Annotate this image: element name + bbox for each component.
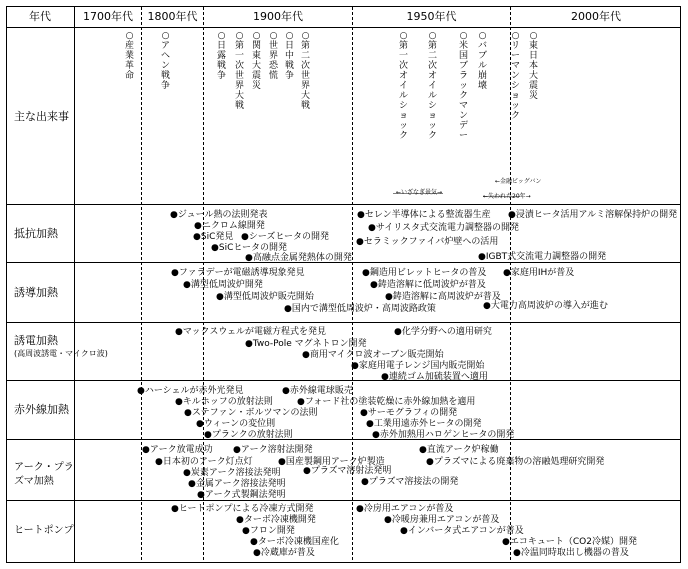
event-bubble-burst: ○バブル崩壊 bbox=[477, 31, 487, 91]
event-ww1: ○第一次世界大戦 bbox=[234, 31, 244, 111]
heat-pump-event: ●ターボ冷凍機国産化 bbox=[250, 537, 339, 547]
row-label-resistance: 抵抗加熱 bbox=[14, 227, 58, 240]
row-label-infrared: 赤外線加熱 bbox=[14, 403, 69, 416]
arc-plasma-event: ●日本初のアーク灯点灯 bbox=[155, 457, 253, 467]
heat-pump-event: ●冷房用エアコンが普及 bbox=[356, 504, 454, 514]
induction-event: ●鋳造溶解に低周波炉が普及 bbox=[370, 280, 486, 290]
row-label-heat-pump: ヒートポンプ bbox=[14, 525, 74, 536]
event-first-oil-shock: ○第一次オイルショック bbox=[398, 31, 408, 141]
era-1950s: 1950年代 bbox=[406, 10, 457, 23]
resistance-event: ●サイリスタ式交流電力調整器の開発 bbox=[368, 223, 520, 233]
induction-event: ●鋳造溶解に高周波炉が普及 bbox=[385, 292, 501, 302]
arc-plasma-event: ●アーク放電成功 bbox=[142, 445, 213, 455]
row-label-induction: 誘導加熱 bbox=[14, 286, 58, 299]
resistance-event: ●ニクロム線開発 bbox=[194, 221, 265, 231]
header-corner: 年代 bbox=[29, 10, 51, 23]
event-great-east-japan-earthquake: ○東日本大震災 bbox=[528, 31, 538, 101]
dielectric-event: ●連続ゴム加硫装置へ適用 bbox=[381, 372, 488, 382]
arc-plasma-event: ●炭素アーク溶接法発明 bbox=[183, 468, 281, 478]
arc-plasma-event: ●国産製鋼用アーク炉製造 bbox=[278, 457, 385, 467]
event-russo-japanese-war: ○日露戦争 bbox=[216, 31, 226, 81]
infrared-event: ●プランクの放射法則 bbox=[204, 430, 293, 440]
dielectric-event: ●化学分野への適用研究 bbox=[394, 327, 492, 337]
arc-plasma-event: ●プラズマ溶接法の開発 bbox=[361, 477, 459, 487]
event-kanto-earthquake: ○関東大震災 bbox=[251, 31, 261, 91]
infrared-event: ●ステファン・ボルツマンの法則 bbox=[184, 408, 318, 418]
induction-event: ●家庭用IHが普及 bbox=[503, 268, 575, 278]
heat-pump-event: ●冷温同時取出し機器の普及 bbox=[513, 548, 629, 558]
dielectric-event: ●商用マイクロ波オーブン販売開始 bbox=[302, 350, 444, 360]
arc-plasma-event: ●プラズマによる廃棄物の溶融処理研究開発 bbox=[426, 457, 605, 467]
dielectric-event: ●家庭用電子レンジ国内販売開始 bbox=[351, 361, 485, 371]
arc-plasma-event: ●直流アーク炉稼働 bbox=[419, 445, 499, 455]
event-industrial-revolution: ○産業革命 bbox=[124, 31, 134, 81]
era-1900s: 1900年代 bbox=[253, 10, 303, 23]
induction-event: ●溝型低周波炉開発 bbox=[183, 280, 263, 290]
induction-event: ●大電力高周波炉の導入が進む bbox=[483, 301, 608, 311]
resistance-event: ●セラミックファイバ炉壁への活用 bbox=[356, 237, 499, 247]
resistance-event: ●シーズヒータの開発 bbox=[241, 232, 330, 242]
event-sino-japanese-war: ○日中戦争 bbox=[284, 31, 294, 81]
event-ww2: ○第二次世界大戦 bbox=[300, 31, 310, 111]
heat-pump-event: ●冷蔵庫が普及 bbox=[253, 548, 315, 558]
heat-pump-event: ●エコキュート（CO2冷媒）開発 bbox=[502, 537, 637, 547]
row-label-dielectric-sub: (高周波誘電・マイクロ波) bbox=[14, 349, 108, 358]
infrared-event: ●ウィーンの変位則 bbox=[196, 419, 276, 429]
infrared-event: ●工業用遠赤外ヒータの開発 bbox=[366, 419, 482, 429]
induction-event: ●鋼造用ビレットヒータの普及 bbox=[362, 268, 487, 278]
era-1800s: 1800年代 bbox=[147, 10, 198, 23]
row-label-arc-plasma: アーク・プラズマ加熱 bbox=[14, 462, 74, 487]
heat-pump-event: ●ターボ冷凍機開発 bbox=[236, 515, 316, 525]
induction-event: ●ファラデーが電磁誘導現象発見 bbox=[171, 268, 305, 278]
dielectric-event: ●マックスウェルが電磁方程式を発見 bbox=[175, 327, 327, 337]
note-izanagi: ←いざなぎ景気→ bbox=[396, 189, 443, 196]
infrared-event: ●ハーシェルが赤外光発見 bbox=[137, 386, 244, 396]
row-label-dielectric-main: 誘電加熱 bbox=[14, 334, 58, 347]
resistance-event: ●高融点金属発熱体の開発 bbox=[245, 253, 352, 263]
heat-pump-event: ●ヒートポンプによる冷凍方式開発 bbox=[171, 504, 314, 514]
event-second-oil-shock: ○第二次オイルショック bbox=[427, 31, 437, 141]
dielectric-event: ●Two-Pole マグネトロン開発 bbox=[245, 339, 367, 349]
induction-event: ●国内で溝型低周波炉・高周波路政策 bbox=[284, 304, 436, 314]
event-lehman-shock: ○リーマンショック bbox=[510, 31, 520, 121]
note-lost-20-years: ←失われた20年→ bbox=[483, 193, 531, 200]
arc-plasma-event: ●アーク式製鋼法発明 bbox=[197, 490, 286, 500]
resistance-event: ●IGBT式交流電力調整器の開発 bbox=[478, 252, 607, 262]
event-black-monday: ○米国ブラックマンデー bbox=[458, 31, 468, 141]
resistance-event: ●浸漬ヒータ活用アルミ溶解保持炉の開発 bbox=[508, 210, 678, 220]
resistance-event: ●SiCヒータの開発 bbox=[211, 243, 287, 253]
resistance-event: ●SiC発見 bbox=[193, 232, 234, 242]
era-2000s: 2000年代 bbox=[571, 10, 621, 23]
event-great-depression: ○世界恐慌 bbox=[268, 31, 278, 81]
infrared-event: ●フォード社の塗装乾燥に赤外線加熱を適用 bbox=[297, 397, 476, 407]
infrared-event: ●キルホッフの放射法則 bbox=[175, 397, 273, 407]
arc-plasma-event: ●アーク溶射法開発 bbox=[233, 445, 313, 455]
era-1700s: 1700年代 bbox=[83, 10, 133, 23]
row-label-major-events: 主な出来事 bbox=[14, 110, 69, 123]
induction-event: ●溝型低周波炉販売開始 bbox=[216, 292, 314, 302]
note-kinyu-bigbang: ←金融ビッグバン bbox=[495, 178, 542, 185]
heat-pump-event: ●フロン開発 bbox=[242, 526, 295, 536]
resistance-event: ●ジュール熱の法則発表 bbox=[170, 210, 268, 220]
resistance-event: ●セレン半導体による整流器生産 bbox=[357, 210, 491, 220]
arc-plasma-event: ●プラズマ溶射法発明 bbox=[303, 466, 392, 476]
infrared-event: ●赤外加熱用ハロゲンヒータの開発 bbox=[372, 430, 515, 440]
infrared-event: ●赤外線電球販売 bbox=[282, 386, 353, 396]
heat-pump-event: ●冷暖房兼用エアコンが普及 bbox=[384, 515, 500, 525]
heat-pump-event: ●インバータ式エアコンが普及 bbox=[400, 526, 524, 536]
infrared-event: ●サーモグラフィの開発 bbox=[360, 408, 458, 418]
row-label-dielectric bbox=[14, 334, 108, 360]
event-opium-war: ○アヘン戦争 bbox=[160, 31, 170, 91]
arc-plasma-event: ●金属アーク溶接法発明 bbox=[188, 479, 286, 489]
